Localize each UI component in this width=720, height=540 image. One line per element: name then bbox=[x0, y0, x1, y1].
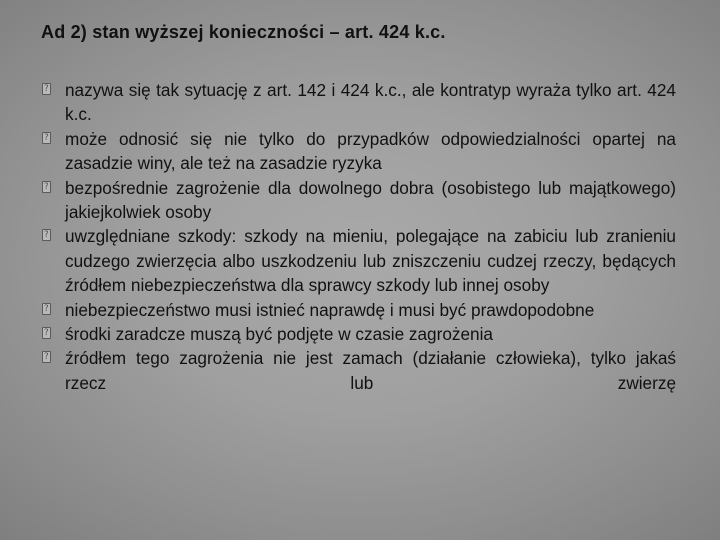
bullet-glyph-icon bbox=[42, 229, 51, 241]
bullet-item bbox=[42, 176, 676, 225]
bullet-glyph-icon bbox=[42, 351, 51, 363]
bullet-item bbox=[42, 224, 676, 297]
bullet-text: bezpośrednie zagrożenie dla dowolnego dobra (osobistego lub majątkowego) jakiejkolwiek osoby bbox=[65, 177, 676, 223]
bullet-item bbox=[42, 346, 676, 395]
bullet-glyph-icon bbox=[42, 83, 51, 95]
bullet-text: niebezpieczeństwo musi istnieć naprawdę i musi być prawdopodobne bbox=[65, 299, 595, 320]
bullet-text: może odnosić się nie tylko do przypadków odpowiedzialności opartej na zasadzie winy, ale też na zasadzie ryzyka bbox=[65, 128, 676, 174]
bullet-glyph-icon bbox=[42, 181, 51, 193]
bullet-glyph-icon bbox=[42, 303, 51, 315]
bullet-item bbox=[42, 78, 676, 127]
bullet-item bbox=[42, 298, 676, 322]
bullet-item bbox=[42, 322, 676, 346]
bullet-text: uwzględniane szkody: szkody na mieniu, polegające na zabiciu lub zranieniu cudzego zwierzęcia albo uszkodzeniu lub zniszczeniu cudzej rzeczy, będących źródłem niebezpieczeństwa dla sprawcy szkody lub innej osoby bbox=[65, 226, 676, 296]
bullet-text: nazywa się tak sytuację z art. 142 i 424 k.c., ale kontratyp wyraża tylko art. 424 k.c. bbox=[65, 80, 676, 125]
bullet-list bbox=[42, 78, 676, 395]
bullet-text: środki zaradcze muszą być podjęte w czasie zagrożenia bbox=[65, 324, 493, 345]
bullet-glyph-icon bbox=[42, 132, 51, 144]
bullet-item bbox=[42, 127, 676, 176]
bullet-glyph-icon bbox=[42, 327, 51, 339]
bullet-text: źródłem tego zagrożenia nie jest zamach (działanie człowieka), tylko jakaś rzecz lub zwierzę bbox=[65, 348, 676, 393]
slide-title: Ad 2) stan wyższej konieczności – art. 424 k.c. bbox=[41, 22, 446, 42]
